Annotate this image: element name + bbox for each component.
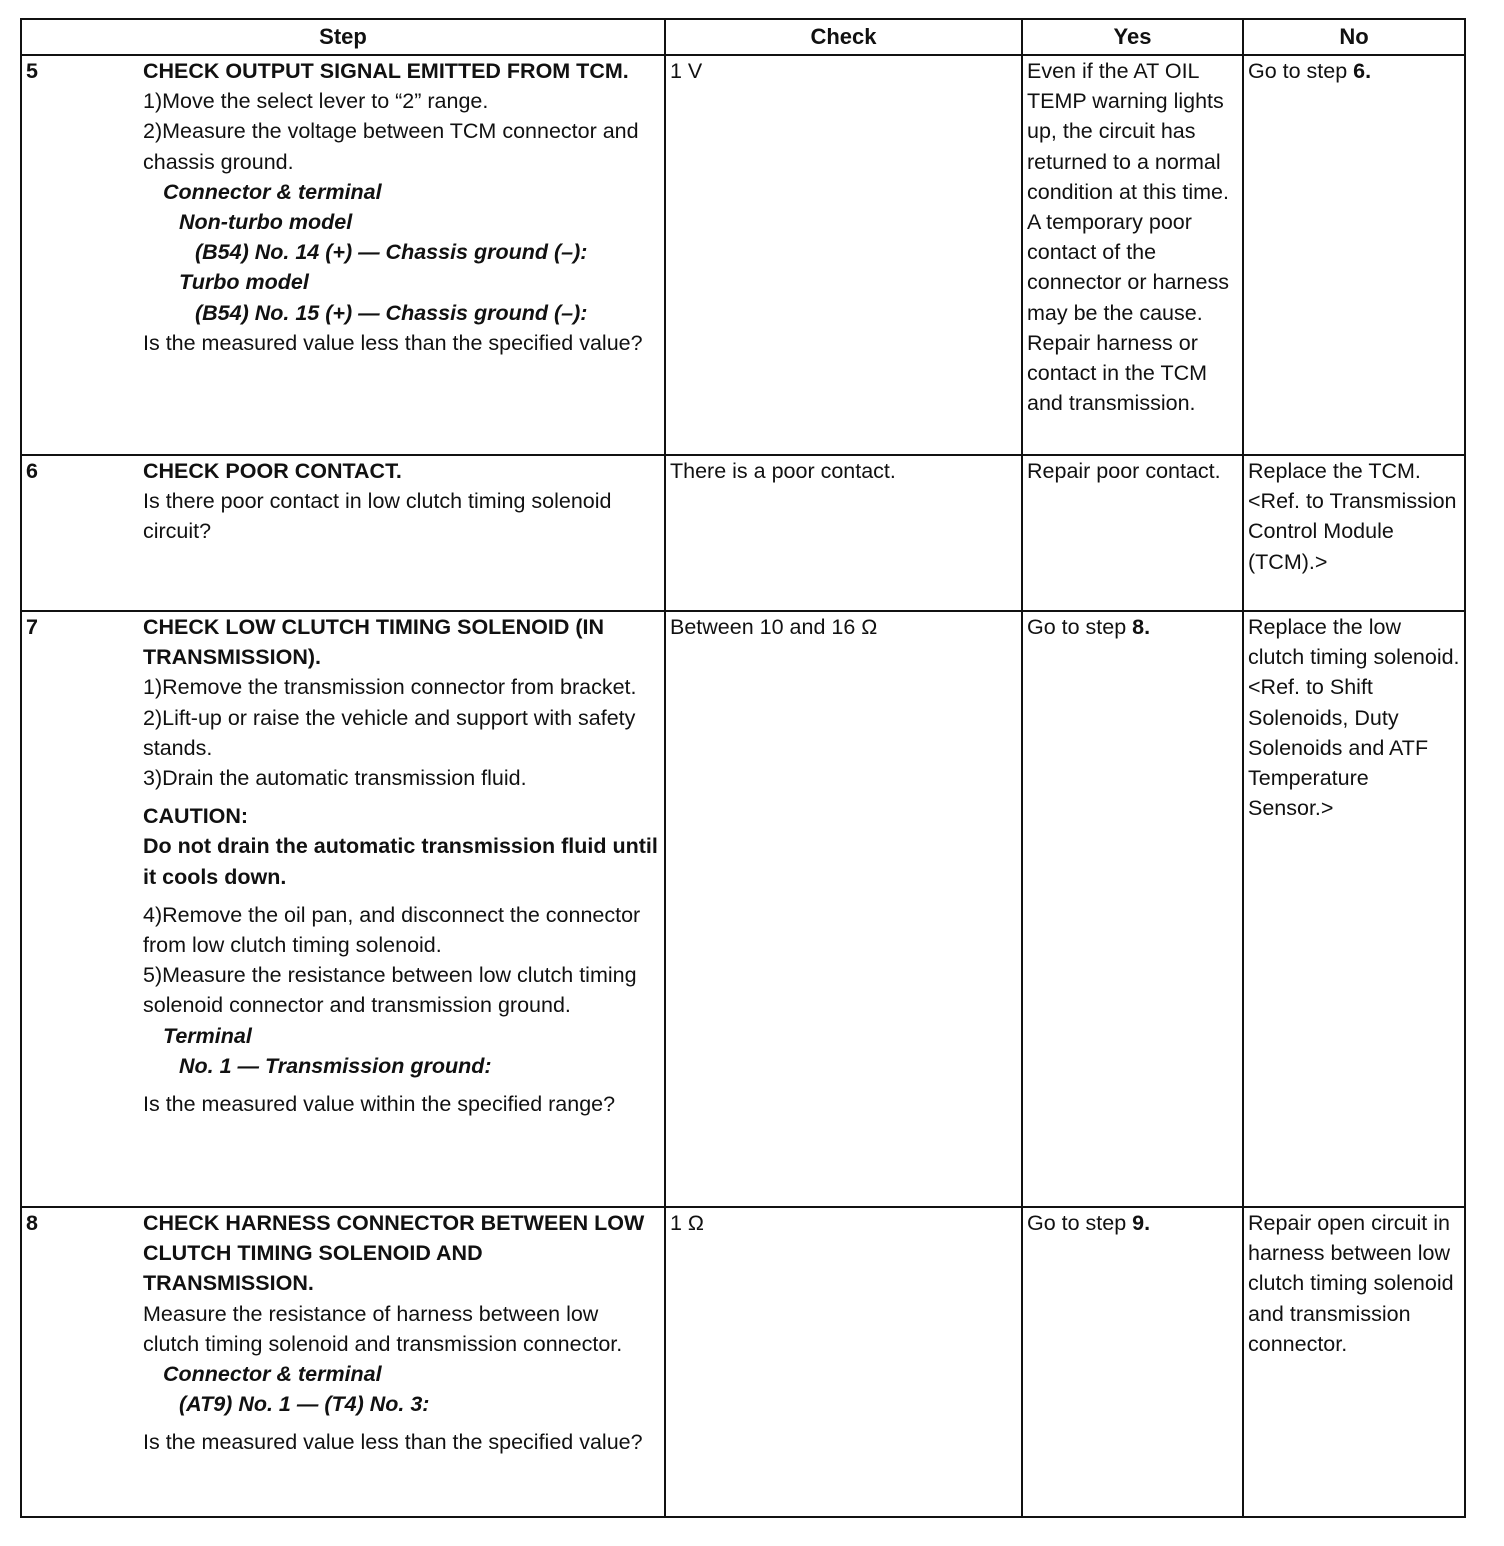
spec-line: (AT9) No. 1 — (T4) No. 3: [179, 1392, 430, 1417]
step-instruction: 4)Remove the oil pan, and disconnect the connector from low clutch timing solenoid. [143, 902, 641, 958]
header-row [21, 19, 1465, 55]
spec-line: No. 1 — Transmission ground: [179, 1053, 492, 1078]
step-instruction: Measure the resistance of harness between low clutch timing solenoid and transmission connector. [143, 1301, 623, 1356]
caution-label: CAUTION: [143, 804, 249, 829]
yes-cell [1022, 1207, 1243, 1517]
yes-text: Go to step [1027, 1211, 1133, 1235]
spec-model: Turbo model [179, 270, 309, 295]
step-title: CHECK HARNESS CONNECTOR BETWEEN LOW CLUTCH TIMING SOLENOID AND TRANSMISSION. [143, 1211, 645, 1296]
yes-text: Go to step [1027, 615, 1133, 639]
table-row [21, 455, 1465, 611]
header-step: Step [21, 19, 665, 55]
spec-line: (B54) No. 14 (+) — Chassis ground (–): [195, 240, 588, 265]
no-cell: Replace the TCM. <Ref. to Transmission Control Module (TCM).> [1243, 455, 1465, 611]
step-question: Is the measured value less than the specified value? [143, 1430, 643, 1455]
step-instruction: 2)Lift-up or raise the vehicle and support with safety stands. [143, 705, 636, 760]
table-row [21, 1207, 1465, 1517]
check-cell: 1 Ω [665, 1207, 1022, 1517]
no-step-ref: 6. [1353, 59, 1372, 83]
step-question: Is the measured value less than the specified value? [143, 330, 643, 355]
yes-step-ref: 9. [1132, 1211, 1151, 1235]
check-cell: Between 10 and 16 Ω [665, 611, 1022, 1207]
check-cell: 1 V [665, 55, 1022, 455]
step-title: CHECK OUTPUT SIGNAL EMITTED FROM TCM. [143, 59, 629, 83]
step-instruction: 1)Remove the transmission connector from bracket. [143, 675, 637, 700]
check-cell: There is a poor contact. [665, 455, 1022, 611]
step-title: CHECK POOR CONTACT. [143, 459, 402, 483]
step-description [143, 455, 665, 611]
spec-label: Connector & terminal [163, 179, 382, 204]
step-description [143, 55, 665, 455]
header-no: No [1243, 19, 1465, 55]
header-check: Check [665, 19, 1022, 55]
step-number: 6 [21, 455, 143, 611]
no-cell: Repair open circuit in harness between low clutch timing solenoid and transmission connector. [1243, 1207, 1465, 1517]
step-question: Is the measured value within the specified range? [143, 1092, 616, 1117]
caution-text: Do not drain the automatic transmission fluid until it cools down. [143, 834, 658, 889]
no-cell [1243, 55, 1465, 455]
table-row [21, 55, 1465, 455]
step-number: 8 [21, 1207, 143, 1517]
yes-cell: Even if the AT OIL TEMP warning lights up, the circuit has returned to a normal condition at this time. A temporary poor contact of the connector or harness may be the cause. Repair harness or contact in the TCM and transmission. [1022, 55, 1243, 455]
step-description [143, 611, 665, 1207]
step-instruction: 2)Measure the voltage between TCM connector and chassis ground. [143, 119, 639, 174]
diagnostic-table [20, 18, 1466, 1518]
no-text: Go to step [1248, 59, 1354, 83]
step-title: CHECK LOW CLUTCH TIMING SOLENOID (IN TRANSMISSION). [143, 615, 605, 670]
step-instruction: 3)Drain the automatic transmission fluid. [143, 766, 527, 791]
yes-step-ref: 8. [1132, 615, 1151, 639]
step-question: Is there poor contact in low clutch timing solenoid circuit? [143, 489, 612, 544]
step-description [143, 1207, 665, 1517]
step-instruction: 5)Measure the resistance between low clutch timing solenoid connector and transmission ground. [143, 963, 637, 1018]
step-instruction: 1)Move the select lever to “2” range. [143, 89, 489, 114]
yes-cell: Repair poor contact. [1022, 455, 1243, 611]
header-yes: Yes [1022, 19, 1243, 55]
spec-label: Terminal [163, 1023, 252, 1048]
spec-model: Non-turbo model [179, 210, 353, 235]
step-number: 5 [21, 55, 143, 455]
spec-line: (B54) No. 15 (+) — Chassis ground (–): [195, 300, 588, 325]
step-number: 7 [21, 611, 143, 1207]
no-cell: Replace the low clutch timing solenoid. <Ref. to Shift Solenoids, Duty Solenoids and ATF Temperature Sensor.> [1243, 611, 1465, 1207]
spec-label: Connector & terminal [163, 1362, 382, 1387]
table-row [21, 611, 1465, 1207]
yes-cell [1022, 611, 1243, 1207]
